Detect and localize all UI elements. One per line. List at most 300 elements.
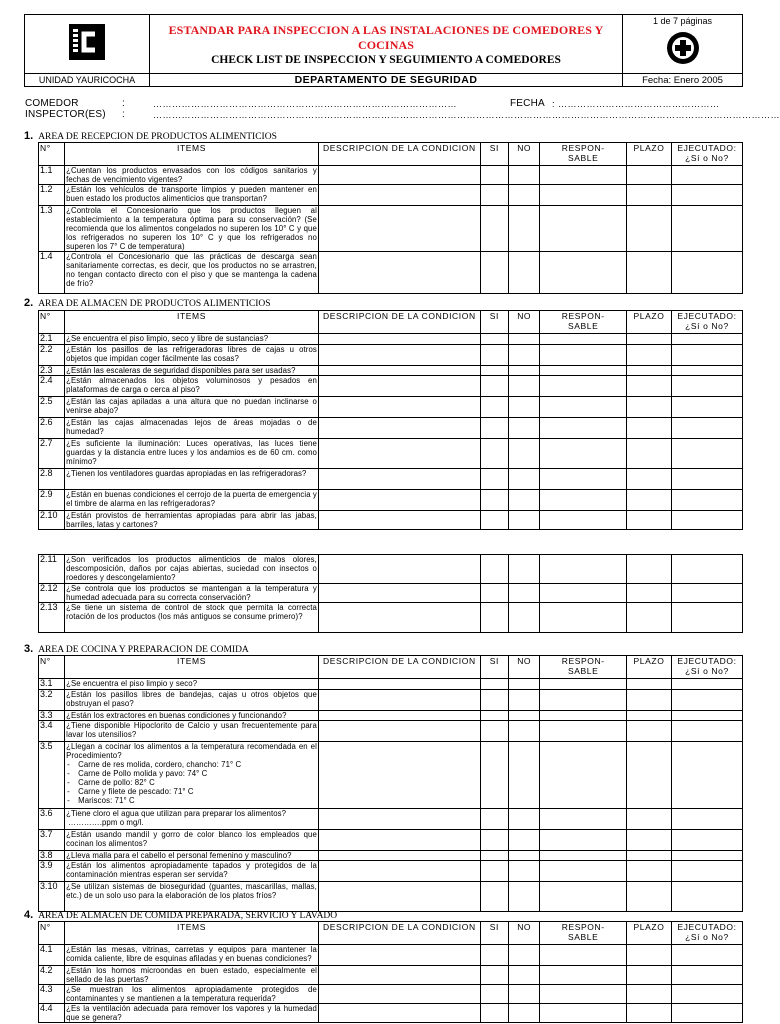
item-question: ¿Se utilizan sistemas de bioseguridad (guantes, mascarillas, mallas, etc.) de un solo uso para la elaboración de los platos fríos? bbox=[66, 882, 317, 900]
item-extra-field[interactable]: ………….ppm o mg/l. bbox=[68, 818, 144, 827]
plazo-cell[interactable] bbox=[627, 603, 672, 633]
ejecutado-cell[interactable] bbox=[671, 721, 742, 742]
ejecutado-cell[interactable] bbox=[671, 469, 742, 490]
ejecutado-cell[interactable] bbox=[671, 439, 742, 469]
header-fecha: Fecha: Enero 2005 bbox=[623, 74, 743, 87]
no-cell[interactable] bbox=[509, 366, 540, 376]
si-cell[interactable] bbox=[480, 166, 508, 185]
responsable-cell[interactable] bbox=[540, 966, 627, 985]
item-question: ¿Es suficiente la iluminación: Luces operativas, las luces tiene guardas y la distancia entre luces y los andamios es de 60 cm. como mínimo? bbox=[66, 439, 317, 466]
checklist-table bbox=[38, 310, 743, 530]
si-cell[interactable] bbox=[480, 511, 508, 530]
descripcion-cell[interactable] bbox=[318, 206, 480, 252]
item-text bbox=[65, 679, 319, 690]
no-cell[interactable] bbox=[509, 166, 540, 185]
descripcion-cell[interactable] bbox=[318, 679, 480, 690]
plazo-cell[interactable] bbox=[627, 490, 672, 511]
no-cell[interactable] bbox=[509, 861, 540, 882]
plazo-cell[interactable] bbox=[627, 345, 672, 366]
responsable-cell[interactable] bbox=[540, 397, 627, 418]
item-number: 1.2 bbox=[39, 185, 65, 206]
descripcion-cell[interactable] bbox=[318, 584, 480, 603]
section-title bbox=[24, 909, 337, 921]
no-cell[interactable] bbox=[509, 439, 540, 469]
responsable-line2: SABLE bbox=[567, 153, 599, 163]
col-header-plazo: PLAZO bbox=[627, 656, 672, 679]
section-title bbox=[24, 130, 277, 142]
plazo-cell[interactable] bbox=[627, 966, 672, 985]
responsable-cell[interactable] bbox=[540, 206, 627, 252]
responsable-cell[interactable] bbox=[540, 418, 627, 439]
responsable-line2: SABLE bbox=[567, 666, 599, 676]
plazo-cell[interactable] bbox=[627, 252, 672, 294]
descripcion-cell[interactable] bbox=[318, 945, 480, 966]
item-number: 2.5 bbox=[39, 397, 65, 418]
ejecutado-cell[interactable] bbox=[671, 252, 742, 294]
responsable-cell[interactable] bbox=[540, 882, 627, 912]
plazo-cell[interactable] bbox=[627, 555, 672, 584]
si-cell[interactable] bbox=[480, 1004, 508, 1023]
table-row bbox=[39, 966, 743, 985]
ejecutado-cell[interactable] bbox=[671, 334, 742, 345]
ejecutado-cell[interactable] bbox=[671, 679, 742, 690]
si-cell[interactable] bbox=[480, 603, 508, 633]
no-cell[interactable] bbox=[509, 711, 540, 721]
col-header-plazo: PLAZO bbox=[627, 143, 672, 166]
item-number: 2.13 bbox=[39, 603, 65, 633]
item-question: ¿Controla el Concesionario que las prácticas de descarga sean sanitariamente correctas, es decir, que los productos no se arrastren, no tengan contacto directo con el piso y que se mantenga la cadena de frío? bbox=[66, 252, 317, 288]
responsable-cell[interactable] bbox=[540, 861, 627, 882]
plazo-cell[interactable] bbox=[627, 376, 672, 397]
plazo-cell[interactable] bbox=[627, 851, 672, 861]
plazo-cell[interactable] bbox=[627, 679, 672, 690]
si-cell[interactable] bbox=[480, 690, 508, 711]
table-row bbox=[39, 830, 743, 851]
ejecutado-cell[interactable] bbox=[671, 985, 742, 1004]
responsable-cell[interactable] bbox=[540, 376, 627, 397]
item-text bbox=[65, 334, 319, 345]
si-cell[interactable] bbox=[480, 490, 508, 511]
section-title-text: AREA DE COCINA Y PREPARACION DE COMIDA bbox=[38, 645, 249, 655]
si-cell[interactable] bbox=[480, 376, 508, 397]
descripcion-cell[interactable] bbox=[318, 252, 480, 294]
descripcion-cell[interactable] bbox=[318, 861, 480, 882]
item-question: ¿Tienen los ventiladores guardas apropiadas en las refrigeradoras? bbox=[66, 469, 307, 478]
ejecutado-cell[interactable] bbox=[671, 742, 742, 809]
item-question: ¿Llegan a cocinar los alimentos a la temperatura recomendada en el Procedimiento? bbox=[66, 742, 317, 760]
no-cell[interactable] bbox=[509, 742, 540, 809]
item-text bbox=[65, 690, 319, 711]
item-number: 3.2 bbox=[39, 690, 65, 711]
no-cell[interactable] bbox=[509, 334, 540, 345]
section-title-text: AREA DE ALMACEN DE PRODUCTOS ALIMENTICIOS bbox=[38, 299, 271, 309]
plazo-cell[interactable] bbox=[627, 690, 672, 711]
descripcion-cell[interactable] bbox=[318, 1004, 480, 1023]
inspector-field[interactable]: ……………………………………………………………………………………………………………………………………………………………………………… bbox=[153, 110, 780, 120]
col-header-no: NO bbox=[509, 143, 540, 166]
plazo-cell[interactable] bbox=[627, 809, 672, 830]
item-number: 4.1 bbox=[39, 945, 65, 966]
item-text bbox=[65, 721, 319, 742]
plazo-cell[interactable] bbox=[627, 185, 672, 206]
ejecutado-cell[interactable] bbox=[671, 206, 742, 252]
col-header-num: N° bbox=[39, 143, 65, 166]
ejecutado-cell[interactable] bbox=[671, 851, 742, 861]
table-row bbox=[39, 742, 743, 809]
item-question: ¿Se muestran los alimentos apropiadamente protegidos de contaminantes y se mantienen a la temperatura requerida? bbox=[66, 985, 317, 1003]
table-row bbox=[39, 584, 743, 603]
table-row bbox=[39, 376, 743, 397]
item-text bbox=[65, 206, 319, 252]
table-row bbox=[39, 711, 743, 721]
col-header-items: ITEMS bbox=[65, 922, 319, 945]
ejecutado-cell[interactable] bbox=[671, 397, 742, 418]
responsable-cell[interactable] bbox=[540, 469, 627, 490]
item-question: ¿Es la ventilación adecuada para remover los vapores y la humedad que se genera? bbox=[66, 1004, 317, 1022]
ejecutado-cell[interactable] bbox=[671, 830, 742, 851]
item-question: ¿Se encuentra el piso limpio y seco? bbox=[66, 679, 198, 688]
col-header-ejecutado bbox=[671, 922, 742, 945]
table-row bbox=[39, 851, 743, 861]
si-cell[interactable] bbox=[480, 397, 508, 418]
responsable-cell[interactable] bbox=[540, 830, 627, 851]
item-sublist-entry: - Carne de res molida, cordero, chancho: 71° C bbox=[66, 760, 317, 769]
si-cell[interactable] bbox=[480, 334, 508, 345]
no-cell[interactable] bbox=[509, 679, 540, 690]
table-row bbox=[39, 185, 743, 206]
si-cell[interactable] bbox=[480, 711, 508, 721]
si-cell[interactable] bbox=[480, 945, 508, 966]
responsable-line1: RESPON- bbox=[561, 143, 605, 153]
si-cell[interactable] bbox=[480, 809, 508, 830]
responsable-cell[interactable] bbox=[540, 1004, 627, 1023]
ejecutado-line2: ¿Sí o No? bbox=[685, 932, 729, 942]
descripcion-cell[interactable] bbox=[318, 418, 480, 439]
responsable-cell[interactable] bbox=[540, 511, 627, 530]
no-cell[interactable] bbox=[509, 469, 540, 490]
item-question: ¿Están las escaleras de seguridad disponibles para ser usadas? bbox=[66, 366, 296, 375]
si-cell[interactable] bbox=[480, 851, 508, 861]
no-cell[interactable] bbox=[509, 345, 540, 366]
inspector-colon: : bbox=[122, 109, 125, 120]
si-cell[interactable] bbox=[480, 721, 508, 742]
col-header-no: NO bbox=[509, 922, 540, 945]
fecha-field[interactable]: : …………………………………………… bbox=[552, 99, 720, 109]
no-cell[interactable] bbox=[509, 882, 540, 912]
col-header-si: SI bbox=[480, 922, 508, 945]
responsable-cell[interactable] bbox=[540, 690, 627, 711]
responsable-cell[interactable] bbox=[540, 555, 627, 584]
item-question: ¿Se encuentra el piso limpio, seco y libre de sustancias? bbox=[66, 334, 269, 343]
ejecutado-cell[interactable] bbox=[671, 166, 742, 185]
item-number: 1.1 bbox=[39, 166, 65, 185]
no-cell[interactable] bbox=[509, 185, 540, 206]
no-cell[interactable] bbox=[509, 376, 540, 397]
no-cell[interactable] bbox=[509, 603, 540, 633]
descripcion-cell[interactable] bbox=[318, 439, 480, 469]
item-question: ¿Están los extractores en buenas condiciones y funcionando? bbox=[66, 711, 287, 720]
si-cell[interactable] bbox=[480, 679, 508, 690]
responsable-cell[interactable] bbox=[540, 334, 627, 345]
item-question: ¿Tiene disponible Hipoclorito de Calcio y usan frecuentemente para lavar los utensilios? bbox=[66, 721, 317, 739]
no-cell[interactable] bbox=[509, 985, 540, 1004]
no-cell[interactable] bbox=[509, 1004, 540, 1023]
si-cell[interactable] bbox=[480, 830, 508, 851]
item-text bbox=[65, 861, 319, 882]
descripcion-cell[interactable] bbox=[318, 603, 480, 633]
no-cell[interactable] bbox=[509, 555, 540, 584]
descripcion-cell[interactable] bbox=[318, 830, 480, 851]
no-cell[interactable] bbox=[509, 945, 540, 966]
descripcion-cell[interactable] bbox=[318, 166, 480, 185]
item-text bbox=[65, 418, 319, 439]
responsable-cell[interactable] bbox=[540, 185, 627, 206]
plazo-cell[interactable] bbox=[627, 830, 672, 851]
responsable-cell[interactable] bbox=[540, 711, 627, 721]
table-row bbox=[39, 206, 743, 252]
item-question: ¿Están los pasillos de las refrigeradoras libres de cajas u otros objetos que impidan coger fácilmente las cosas? bbox=[66, 345, 317, 363]
responsable-cell[interactable] bbox=[540, 603, 627, 633]
responsable-cell[interactable] bbox=[540, 584, 627, 603]
ejecutado-cell[interactable] bbox=[671, 966, 742, 985]
item-question: ¿Se controla que los productos se mantengan a la temperatura y humedad adecuada para su correcta conservación? bbox=[66, 584, 317, 602]
descripcion-cell[interactable] bbox=[318, 469, 480, 490]
descripcion-cell[interactable] bbox=[318, 511, 480, 530]
descripcion-cell[interactable] bbox=[318, 555, 480, 584]
col-header-si: SI bbox=[480, 311, 508, 334]
ejecutado-cell[interactable] bbox=[671, 185, 742, 206]
no-cell[interactable] bbox=[509, 206, 540, 252]
page-count: 1 de 7 páginas bbox=[652, 16, 713, 26]
si-cell[interactable] bbox=[480, 966, 508, 985]
descripcion-cell[interactable] bbox=[318, 397, 480, 418]
responsable-cell[interactable] bbox=[540, 490, 627, 511]
item-question: ¿Están en buenas condiciones el cerrojo de la puerta de emergencia y el timbre de alarma en las refrigeradoras? bbox=[66, 490, 317, 508]
item-question: ¿Están los vehículos de transporte limpios y pueden mantener en buen estado los productos alimenticios que transportan? bbox=[66, 185, 317, 203]
descripcion-cell[interactable] bbox=[318, 490, 480, 511]
ejecutado-cell[interactable] bbox=[671, 584, 742, 603]
item-question: ¿Cuentan los productos envasados con los códigos sanitarios y fechas de vencimiento vigentes? bbox=[66, 166, 317, 184]
no-cell[interactable] bbox=[509, 397, 540, 418]
si-cell[interactable] bbox=[480, 206, 508, 252]
item-text bbox=[65, 711, 319, 721]
ejecutado-cell[interactable] bbox=[671, 603, 742, 633]
no-cell[interactable] bbox=[509, 418, 540, 439]
item-number: 4.3 bbox=[39, 985, 65, 1004]
item-number: 1.3 bbox=[39, 206, 65, 252]
document-title: ESTANDAR PARA INSPECCION A LAS INSTALACIONES DE COMEDORES Y COCINAS bbox=[168, 22, 604, 52]
si-cell[interactable] bbox=[480, 185, 508, 206]
col-header-num: N° bbox=[39, 922, 65, 945]
ejecutado-cell[interactable] bbox=[671, 711, 742, 721]
ejecutado-cell[interactable] bbox=[671, 376, 742, 397]
plazo-cell[interactable] bbox=[627, 397, 672, 418]
descripcion-cell[interactable] bbox=[318, 985, 480, 1004]
plazo-cell[interactable] bbox=[627, 882, 672, 912]
document-header bbox=[24, 14, 743, 87]
responsable-cell[interactable] bbox=[540, 851, 627, 861]
ejecutado-cell[interactable] bbox=[671, 809, 742, 830]
ejecutado-cell[interactable] bbox=[671, 555, 742, 584]
item-text bbox=[65, 555, 319, 584]
section-number: 4. bbox=[24, 909, 34, 921]
ejecutado-cell[interactable] bbox=[671, 418, 742, 439]
item-question: ¿Lleva malla para el cabello el personal femenino y masculino? bbox=[66, 851, 292, 860]
item-text bbox=[65, 166, 319, 185]
plazo-cell[interactable] bbox=[627, 945, 672, 966]
si-cell[interactable] bbox=[480, 439, 508, 469]
descripcion-cell[interactable] bbox=[318, 711, 480, 721]
ejecutado-cell[interactable] bbox=[671, 690, 742, 711]
item-number: 3.8 bbox=[39, 851, 65, 861]
no-cell[interactable] bbox=[509, 721, 540, 742]
col-header-no: NO bbox=[509, 656, 540, 679]
responsable-cell[interactable] bbox=[540, 345, 627, 366]
responsable-cell[interactable] bbox=[540, 439, 627, 469]
plazo-cell[interactable] bbox=[627, 366, 672, 376]
checklist-table bbox=[38, 921, 743, 1023]
plazo-cell[interactable] bbox=[627, 418, 672, 439]
item-number: 3.4 bbox=[39, 721, 65, 742]
descripcion-cell[interactable] bbox=[318, 345, 480, 366]
no-cell[interactable] bbox=[509, 830, 540, 851]
descripcion-cell[interactable] bbox=[318, 334, 480, 345]
responsable-line1: RESPON- bbox=[561, 311, 605, 321]
table-row bbox=[39, 490, 743, 511]
item-number: 2.2 bbox=[39, 345, 65, 366]
table-row bbox=[39, 690, 743, 711]
descripcion-cell[interactable] bbox=[318, 185, 480, 206]
section-number: 1. bbox=[24, 130, 34, 142]
ejecutado-cell[interactable] bbox=[671, 861, 742, 882]
descripcion-cell[interactable] bbox=[318, 366, 480, 376]
ejecutado-cell[interactable] bbox=[671, 490, 742, 511]
col-header-responsable bbox=[540, 656, 627, 679]
plazo-cell[interactable] bbox=[627, 721, 672, 742]
plazo-cell[interactable] bbox=[627, 711, 672, 721]
item-number: 2.10 bbox=[39, 511, 65, 530]
col-header-si: SI bbox=[480, 143, 508, 166]
comedor-field[interactable]: …………………………………………………………………………………… bbox=[153, 99, 457, 109]
item-question: ¿Están las mesas, vitrinas, carretas y equipos para mantener la comida caliente, libre de esquinas afiladas y en buenas condiciones? bbox=[66, 945, 317, 963]
section-title-text: AREA DE RECEPCION DE PRODUCTOS ALIMENTICIOS bbox=[38, 132, 277, 142]
descripcion-cell[interactable] bbox=[318, 882, 480, 912]
descripcion-cell[interactable] bbox=[318, 966, 480, 985]
item-number: 3.3 bbox=[39, 711, 65, 721]
item-number: 2.1 bbox=[39, 334, 65, 345]
plazo-cell[interactable] bbox=[627, 511, 672, 530]
no-cell[interactable] bbox=[509, 851, 540, 861]
plazo-cell[interactable] bbox=[627, 439, 672, 469]
descripcion-cell[interactable] bbox=[318, 851, 480, 861]
descripcion-cell[interactable] bbox=[318, 690, 480, 711]
si-cell[interactable] bbox=[480, 882, 508, 912]
col-header-items: ITEMS bbox=[65, 311, 319, 334]
ejecutado-line1: EJECUTADO: bbox=[677, 143, 737, 153]
item-sublist-entry: - Carne de Pollo molida y pavo: 74° C bbox=[66, 769, 317, 778]
table-row bbox=[39, 166, 743, 185]
descripcion-cell[interactable] bbox=[318, 721, 480, 742]
checklist-table bbox=[38, 554, 743, 633]
plazo-cell[interactable] bbox=[627, 166, 672, 185]
responsable-cell[interactable] bbox=[540, 721, 627, 742]
item-number: 3.7 bbox=[39, 830, 65, 851]
descripcion-cell[interactable] bbox=[318, 809, 480, 830]
si-cell[interactable] bbox=[480, 861, 508, 882]
plazo-cell[interactable] bbox=[627, 206, 672, 252]
responsable-cell[interactable] bbox=[540, 679, 627, 690]
si-cell[interactable] bbox=[480, 418, 508, 439]
item-question: ¿Están los alimentos apropiadamente tapados y protegidos de la contaminación mientras esperan ser servida? bbox=[66, 861, 317, 879]
no-cell[interactable] bbox=[509, 252, 540, 294]
plazo-cell[interactable] bbox=[627, 334, 672, 345]
plazo-cell[interactable] bbox=[627, 469, 672, 490]
si-cell[interactable] bbox=[480, 469, 508, 490]
table-row bbox=[39, 345, 743, 366]
descripcion-cell[interactable] bbox=[318, 376, 480, 397]
si-cell[interactable] bbox=[480, 252, 508, 294]
ejecutado-cell[interactable] bbox=[671, 945, 742, 966]
item-sublist-entry: - Carne y filete de pescado: 71° C bbox=[66, 787, 317, 796]
item-text bbox=[65, 830, 319, 851]
responsable-cell[interactable] bbox=[540, 809, 627, 830]
responsable-cell[interactable] bbox=[540, 945, 627, 966]
si-cell[interactable] bbox=[480, 345, 508, 366]
si-cell[interactable] bbox=[480, 366, 508, 376]
no-cell[interactable] bbox=[509, 966, 540, 985]
ejecutado-cell[interactable] bbox=[671, 345, 742, 366]
si-cell[interactable] bbox=[480, 985, 508, 1004]
table-row bbox=[39, 861, 743, 882]
item-text bbox=[65, 376, 319, 397]
plazo-cell[interactable] bbox=[627, 742, 672, 809]
plazo-cell[interactable] bbox=[627, 584, 672, 603]
ejecutado-cell[interactable] bbox=[671, 1004, 742, 1023]
plazo-cell[interactable] bbox=[627, 861, 672, 882]
item-text bbox=[65, 809, 319, 830]
col-header-ejecutado bbox=[671, 143, 742, 166]
ejecutado-line2: ¿Sí o No? bbox=[685, 153, 729, 163]
table-row bbox=[39, 555, 743, 584]
no-cell[interactable] bbox=[509, 809, 540, 830]
no-cell[interactable] bbox=[509, 584, 540, 603]
responsable-cell[interactable] bbox=[540, 742, 627, 809]
item-question: ¿Están almacenados los objetos voluminosos y pesados en plataformas de carga o cerca al piso? bbox=[66, 376, 317, 394]
si-cell[interactable] bbox=[480, 584, 508, 603]
col-header-num: N° bbox=[39, 311, 65, 334]
no-cell[interactable] bbox=[509, 690, 540, 711]
responsable-cell[interactable] bbox=[540, 366, 627, 376]
responsable-cell[interactable] bbox=[540, 252, 627, 294]
table-row bbox=[39, 252, 743, 294]
si-cell[interactable] bbox=[480, 555, 508, 584]
item-number: 1.4 bbox=[39, 252, 65, 294]
ejecutado-cell[interactable] bbox=[671, 511, 742, 530]
no-cell[interactable] bbox=[509, 511, 540, 530]
table-row bbox=[39, 439, 743, 469]
item-question: ¿Controla el Concesionario que los productos lleguen al establecimiento a la temperatura óptima para su conservación? (Se recomienda que los alimentos congelados no superen los 10° C y que los refrigerados no superen los 10° C y que los refrigerados no superen los 7° C de temperatura) bbox=[66, 206, 317, 251]
plazo-cell[interactable] bbox=[627, 1004, 672, 1023]
si-cell[interactable] bbox=[480, 742, 508, 809]
ejecutado-cell[interactable] bbox=[671, 882, 742, 912]
no-cell[interactable] bbox=[509, 490, 540, 511]
descripcion-cell[interactable] bbox=[318, 742, 480, 809]
company-logo-icon bbox=[69, 24, 105, 60]
ejecutado-cell[interactable] bbox=[671, 366, 742, 376]
plazo-cell[interactable] bbox=[627, 985, 672, 1004]
responsable-cell[interactable] bbox=[540, 166, 627, 185]
responsable-cell[interactable] bbox=[540, 985, 627, 1004]
